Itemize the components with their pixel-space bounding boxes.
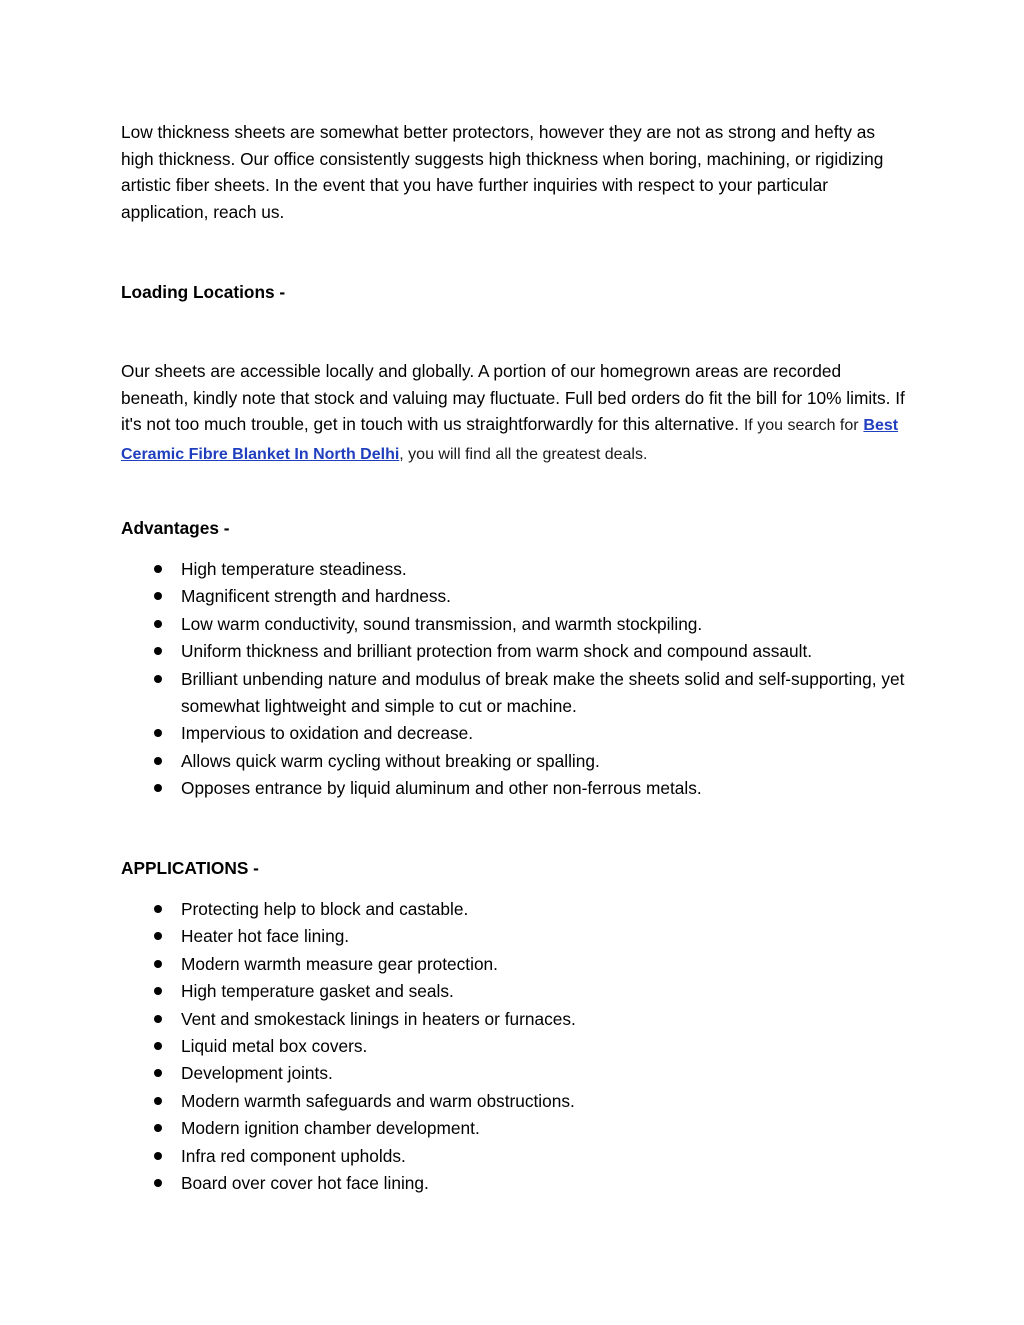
list-item: [121, 923, 911, 950]
bullet-icon: [154, 675, 162, 683]
list-item: [121, 1170, 911, 1197]
bullet-icon: [154, 784, 162, 792]
advantage-text: Low warm conductivity, sound transmission, and warmth stockpiling.: [181, 613, 703, 634]
advantage-text: Magnificent strength and hardness.: [181, 586, 451, 607]
list-item: [121, 748, 911, 775]
search-suffix-text: , you will find all the greatest deals.: [399, 445, 648, 463]
advantages-heading: Advantages -: [121, 518, 230, 538]
list-item: [121, 951, 911, 978]
list-item: [121, 1088, 911, 1115]
bullet-icon: [154, 647, 162, 655]
advantage-text: High temperature steadiness.: [181, 559, 407, 579]
loading-locations-heading: Loading Locations -: [121, 282, 286, 302]
list-item: [121, 666, 911, 721]
loading-locations-paragraph: [121, 358, 911, 468]
list-item: [121, 1060, 911, 1087]
application-text: Board over cover hot face lining.: [181, 1173, 429, 1194]
list-item: [121, 583, 911, 610]
advantage-text: Impervious to oxidation and decrease.: [181, 723, 474, 744]
best-ceramic-fibre-blanket-link[interactable]: Best Ceramic Fibre Blanket In North Delhi: [121, 417, 899, 463]
list-item: [121, 638, 911, 665]
list-item: [121, 978, 911, 1005]
bullet-icon: [154, 1124, 162, 1132]
bullet-icon: [154, 1069, 162, 1077]
bullet-icon: [154, 960, 162, 968]
bullet-icon: [154, 1097, 162, 1105]
advantages-list: [121, 556, 911, 803]
advantage-text: Brilliant unbending nature and modulus of break make the sheets solid and self-supporting, yet somewhat lightweight and simple to cut or machine.: [181, 668, 905, 717]
list-item: [121, 611, 911, 638]
applications-list: [121, 896, 911, 1197]
bullet-icon: [154, 565, 162, 573]
list-item: [121, 720, 911, 747]
list-item: [121, 775, 911, 802]
application-text: Development joints.: [181, 1063, 333, 1084]
advantage-text: Uniform thickness and brilliant protection from warm shock and compound assault.: [181, 641, 813, 662]
application-text: Modern ignition chamber development.: [181, 1118, 480, 1139]
bullet-icon: [154, 592, 162, 600]
bullet-icon: [154, 1042, 162, 1050]
advantage-text: Opposes entrance by liquid aluminum and other non-ferrous metals.: [181, 778, 702, 799]
advantage-text: Allows quick warm cycling without breaking or spalling.: [181, 750, 600, 771]
bullet-icon: [154, 1015, 162, 1023]
intro-paragraph: Low thickness sheets are somewhat better protectors, however they are not as strong and hefty as high thickness. Our office consistently suggests high thickness when boring, machining, or rigidizing artistic fiber sheets. In the event that you have further inquiries with respect to your particular application, reach us.: [121, 122, 884, 222]
bullet-icon: [154, 1152, 162, 1160]
application-text: Liquid metal box covers.: [181, 1036, 368, 1057]
application-text: Heater hot face lining.: [181, 926, 350, 947]
list-item: [121, 1006, 911, 1033]
list-item: [121, 896, 911, 923]
bullet-icon: [154, 1179, 162, 1187]
bullet-icon: [154, 729, 162, 737]
application-text: Vent and smokestack linings in heaters or furnaces.: [181, 1008, 576, 1029]
applications-heading: APPLICATIONS -: [121, 858, 259, 878]
list-item: [121, 1033, 911, 1060]
application-text: High temperature gasket and seals.: [181, 981, 454, 1002]
application-text: Infra red component upholds.: [181, 1145, 406, 1166]
search-prefix-text: If you search for: [743, 417, 859, 435]
bullet-icon: [154, 620, 162, 628]
bullet-icon: [154, 757, 162, 765]
list-item: [121, 556, 911, 583]
loading-paragraph-text: Our sheets are accessible locally and globally. A portion of our homegrown areas are recorded beneath, kindly note that stock and valuing may fluctuate. Full bed orders do fit the bill for 10% limits. If it's not too much trouble, get in touch with us straightforwardly for this alternative.: [121, 361, 905, 435]
application-text: Modern warmth safeguards and warm obstructions.: [181, 1090, 575, 1111]
bullet-icon: [154, 987, 162, 995]
application-text: Protecting help to block and castable.: [181, 899, 469, 919]
list-item: [121, 1143, 911, 1170]
application-text: Modern warmth measure gear protection.: [181, 953, 498, 974]
list-item: [121, 1115, 911, 1142]
bullet-icon: [154, 905, 162, 913]
bullet-icon: [154, 932, 162, 940]
